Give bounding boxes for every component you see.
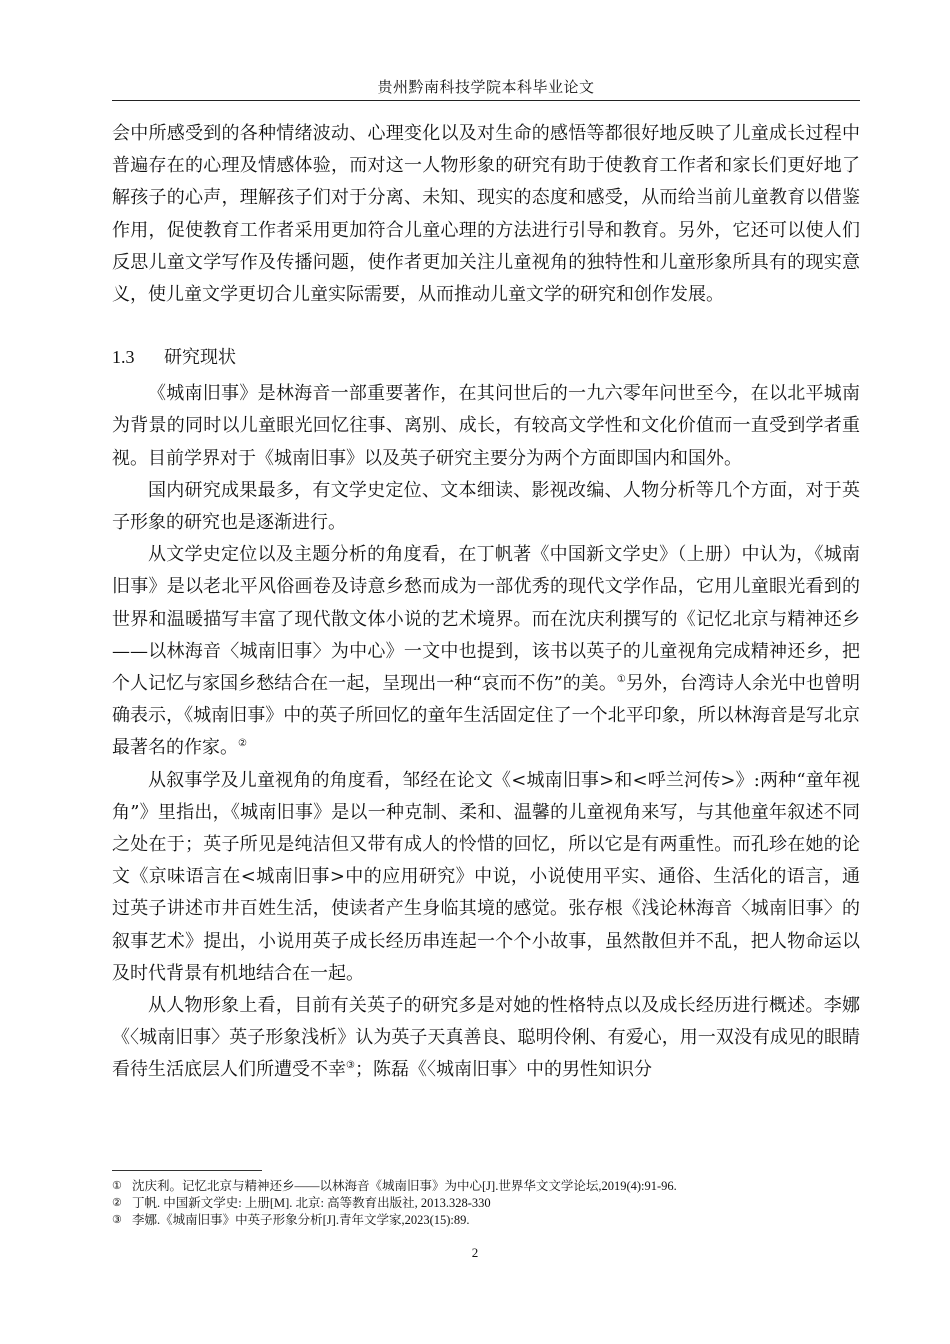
paragraph-domestic: 国内研究成果最多，有文学史定位、文本细读、影视改编、人物分析等几个方面，对于英子形象的研究也是逐渐进行。 [112, 479, 860, 534]
footnote-mark: ② [112, 1197, 122, 1209]
header-title: 贵州黔南科技学院本科毕业论文 [377, 78, 595, 96]
footnote-text: 李娜.《城南旧事》中英子形象分析[J].青年文学家,2023(15):89. [132, 1213, 470, 1227]
footnote-mark: ① [112, 1180, 122, 1192]
paragraph-character [112, 990, 860, 1087]
section-heading [112, 341, 860, 374]
footnote-ref-1[interactable]: ① [616, 674, 626, 686]
footnotes [112, 1178, 860, 1229]
footnote-mark: ③ [112, 1214, 122, 1226]
paragraph-text-part1: 从文学史定位以及主题分析的角度看，在丁帆著《中国新文学史》（上册）中认为，《城南旧事》是以老北平风俗画卷及诗意乡愁而成为一部优秀的现代文学作品，它用儿童眼光看到的世界和温暖描写丰富了现代散文体小说的艺术境界。而在沈庆利撰写的《记忆北京与精神还乡——以林海音〈城南旧事〉为中心》一文中也提到，该书以英子的儿童视角完成精神还乡，把个人记忆与家国乡愁结合在一起，呈现出一种“哀而不伤”的美。 [112, 544, 860, 695]
paragraph-text-part1: 从人物形象上看，目前有关英子的研究多是对她的性格特点以及成长经历进行概述。李娜《〈城南旧事〉英子形象浅析》认为英子天真善良、聪明伶俐、有爱心，用一双没有成见的眼睛看待生活底层人们所遭受不幸 [112, 995, 860, 1081]
running-header [112, 76, 860, 101]
footnote-item [112, 1195, 860, 1212]
paragraph-text-part2: ；陈磊《〈城南旧事〉中的男性知识分 [354, 1059, 652, 1081]
section-number: 1.3 [112, 347, 135, 368]
footnote-item [112, 1178, 860, 1195]
paragraph-literary-history [112, 539, 860, 764]
page-body [112, 118, 860, 1087]
footnote-item [112, 1212, 860, 1229]
footnote-separator [112, 1170, 262, 1171]
footnote-ref-2[interactable]: ② [238, 738, 247, 750]
footnote-text: 丁帆. 中国新文学史: 上册[M]. 北京: 高等教育出版社, 2013.328-330 [132, 1196, 491, 1210]
paragraph-narratology: 从叙事学及儿童视角的角度看，邹经在论文《<城南旧事>和<呼兰河传>》:两种“童年视角”》里指出，《城南旧事》是以一种克制、柔和、温馨的儿童视角来写，与其他童年叙述不同之处在于；英子所见是纯洁但又带有成人的怜惜的回忆，所以它是有两重性。而孔珍在她的论文《京味语言在<城南旧事>中的应用研究》中说，小说使用平实、通俗、生活化的语言，通过英子讲述市井百姓生活，使读者产生身临其境的感觉。张存根《浅论林海音〈城南旧事〉的叙事艺术》提出，小说用英子成长经历串连起一个个小故事，虽然散但并不乱，把人物命运以及时代背景有机地结合在一起。 [112, 769, 860, 984]
paragraph-text-part2: 另外，台湾诗人余光中也曾明确表示，《城南旧事》中的英子所回忆的童年生活固定住了一个北平印象，所以林海音是写北京最著名的作家。 [112, 673, 861, 759]
paragraph-continued: 会中所感受到的各种情绪波动、心理变化以及对生命的感悟等都很好地反映了儿童成长过程中普遍存在的心理及情感体验，而对这一人物形象的研究有助于使教育工作者和家长们更好地了解孩子的心声，理解孩子们对于分离、未知、现实的态度和感受，从而给当前儿童教育以借鉴作用，促使教育工作者采用更加符合儿童心理的方法进行引导和教育。另外，它还可以使人们反思儿童文学写作及传播问题，使作者更加关注儿童视角的独特性和儿童形象所具有的现实意义，使儿童文学更切合儿童实际需要，从而推动儿童文学的研究和创作发展。 [112, 123, 860, 306]
footnote-ref-3[interactable]: ③ [346, 1060, 355, 1072]
page-number: 2 [471, 1245, 479, 1260]
paragraph-overview: 《城南旧事》是林海音一部重要著作，在其问世后的一九六零年问世至今，在以北平城南为背景的同时以儿童眼光回忆往事、离别、成长，有较高文学性和文化价值而一直受到学者重视。目前学界对于《城南旧事》以及英子研究主要分为两个方面即国内和国外。 [112, 383, 860, 469]
section-title: 研究现状 [164, 347, 236, 369]
footnote-text: 沈庆利。记忆北京与精神还乡——以林海音《城南旧事》为中心[J].世界华文文学论坛,2019(4):91-96. [132, 1179, 677, 1193]
